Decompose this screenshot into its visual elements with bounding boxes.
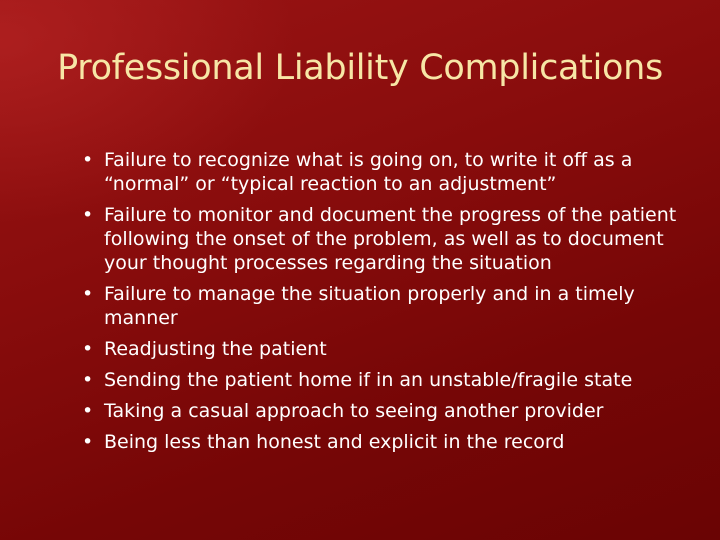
bullet-item-2 bbox=[82, 203, 692, 275]
bullet-icon: • bbox=[82, 431, 94, 453]
bullet-text: Failure to manage the situation properly and in a timely manner bbox=[104, 283, 635, 329]
bullet-icon: • bbox=[82, 338, 94, 360]
bullet-list bbox=[82, 148, 692, 454]
slide-title: Professional Liability Complications bbox=[57, 48, 663, 88]
bullet-item-7 bbox=[82, 430, 692, 454]
bullet-text: Taking a casual approach to seeing another provider bbox=[104, 400, 604, 422]
bullet-text: Failure to monitor and document the progress of the patient following the onset of the problem, as well as to document your thought processes regarding the situation bbox=[104, 204, 677, 274]
bullet-item-3 bbox=[82, 282, 692, 330]
bullet-text: Being less than honest and explicit in the record bbox=[104, 431, 565, 453]
bullet-icon: • bbox=[82, 283, 94, 305]
bullet-icon: • bbox=[82, 369, 94, 391]
bullet-icon: • bbox=[82, 400, 94, 422]
bullet-text: Sending the patient home if in an unstable/fragile state bbox=[104, 369, 633, 391]
bullet-item-4 bbox=[82, 337, 692, 361]
bullet-text: Failure to recognize what is going on, to write it off as a “normal” or “typical reaction to an adjustment” bbox=[104, 149, 633, 195]
bullet-icon: • bbox=[82, 149, 94, 171]
bullet-text: Readjusting the patient bbox=[104, 338, 327, 360]
bullet-item-1 bbox=[82, 148, 692, 196]
bullet-icon: • bbox=[82, 204, 94, 226]
bullet-item-5 bbox=[82, 368, 692, 392]
bullet-item-6 bbox=[82, 399, 692, 423]
